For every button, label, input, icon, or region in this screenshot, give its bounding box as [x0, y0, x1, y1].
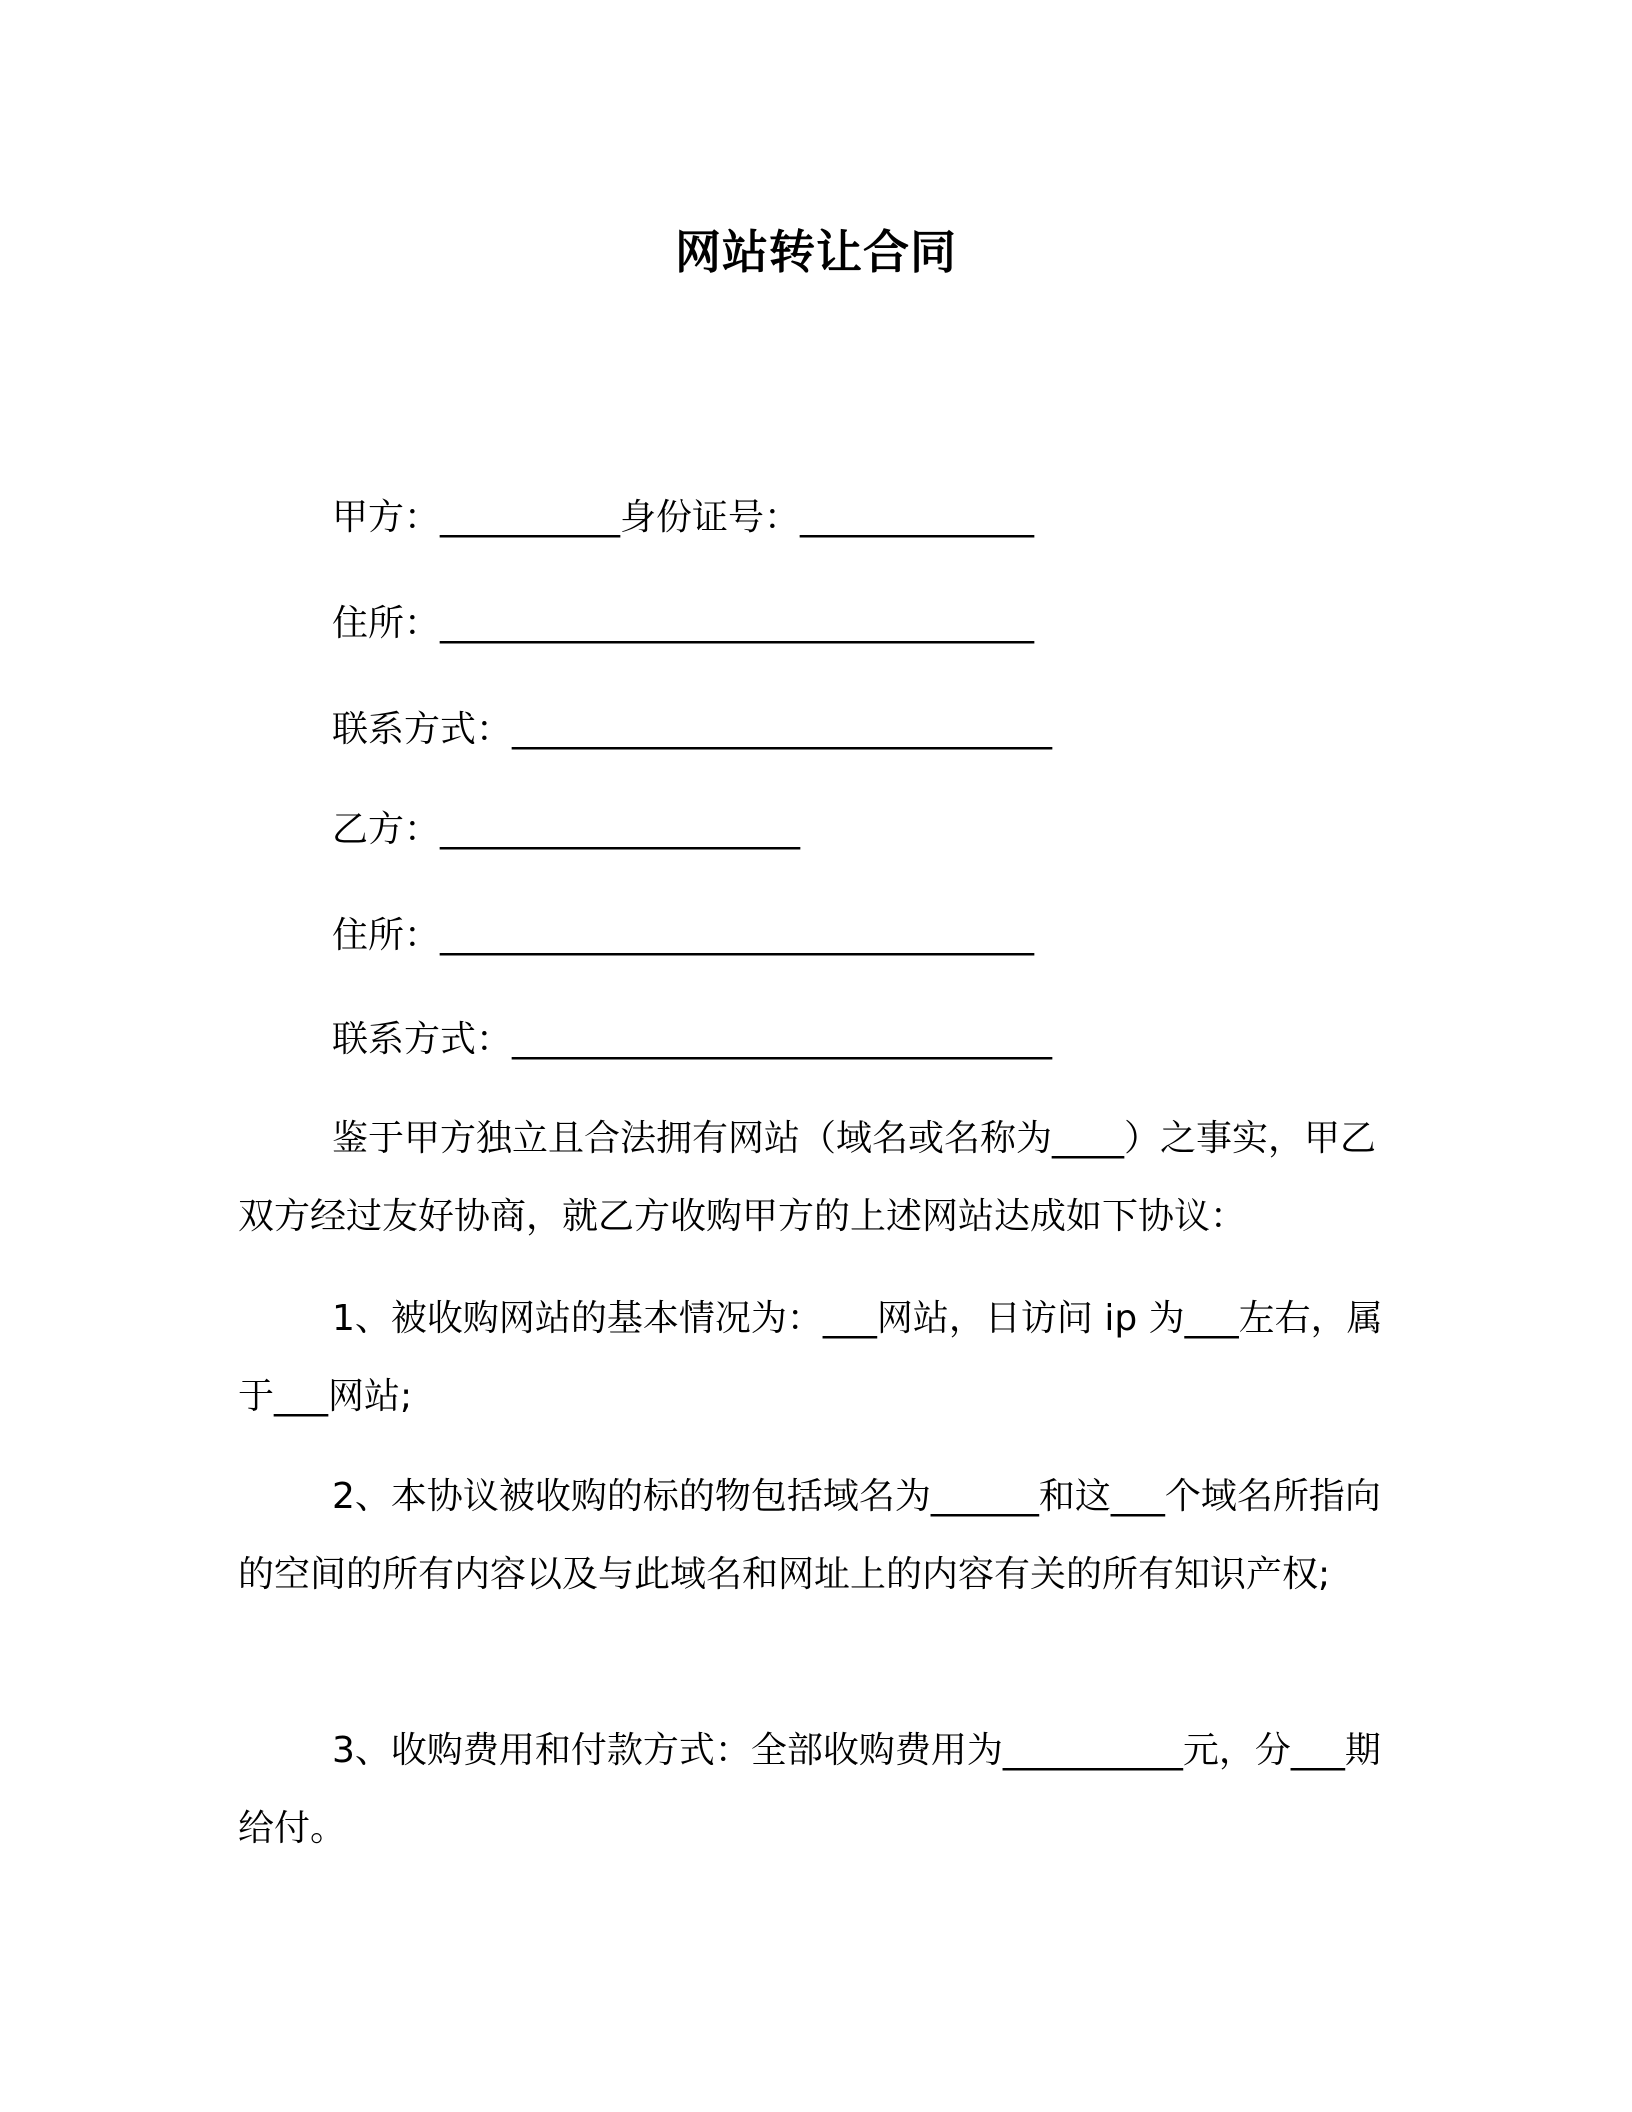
clause-1-paragraph: 1、被收购网站的基本情况为：___网站，日访问 ip 为___左右，属于___网站;: [238, 1298, 1383, 1417]
party-b-address: 住所：_________________________________: [332, 915, 1035, 956]
preamble-paragraph: 鉴于甲方独立且合法拥有网站（域名或名称为____）之事实，甲乙双方经过友好协商，就乙方收购甲方的上述网站达成如下协议：: [238, 1118, 1377, 1237]
party-a-line: 甲方：__________身份证号：_____________: [332, 497, 1035, 538]
document-title: 网站转让合同: [675, 225, 957, 279]
party-b-line: 乙方：____________________: [332, 809, 801, 850]
clause-2-paragraph: 2、本协议被收购的标的物包括域名为______和这___个域名所指向的空间的所有内容以及与此域名和网址上的内容有关的所有知识产权;: [238, 1476, 1381, 1595]
party-a-contact: 联系方式：______________________________: [332, 709, 1053, 750]
clause-3-paragraph: 3、收购费用和付款方式：全部收购费用为__________元，分___期给付。: [238, 1730, 1381, 1849]
party-a-address: 住所：_________________________________: [332, 603, 1035, 644]
party-b-contact: 联系方式：______________________________: [332, 1019, 1053, 1060]
